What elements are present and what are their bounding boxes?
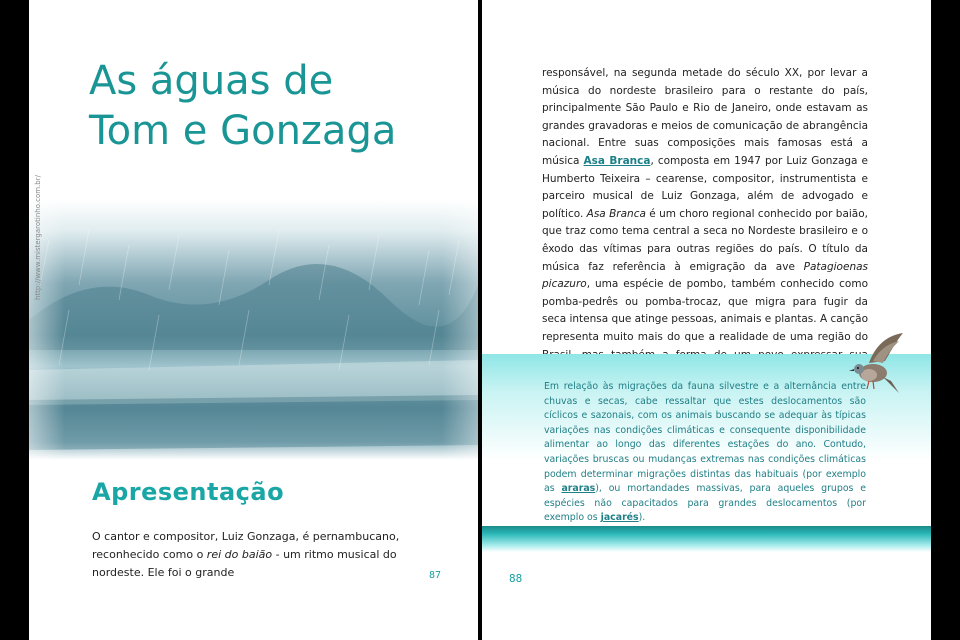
page-number-right: 88 [509,572,523,585]
main-text-2: , composta em 1947 por Luiz Gonzaga e Humberto Teixeira – cearense, compositor, instrumentista e parceiro musical de Luiz Gonzaga, além de advogado e político. [542,154,868,220]
intro-italic: rei do baião [206,548,273,561]
species-italic: Patagioenas picazuro [542,260,868,291]
left-page [29,0,478,640]
main-text-4: , uma espécie de pombo, também conhecido como pomba-pedrês ou pomba-trocaz, que migra para fugir da seca intensa que atinge pessoas, animais e plantas. A canção representa muito mais do que a realidade de uma região do [542,278,868,343]
title-line-2: Tom e Gonzaga [89,108,397,154]
main-text-3: é um choro regional conhecido por baião, que traz como tema central a seca no Nordeste brasileiro e o êxodo das vítimas para outras regiões do país. O título da música faz referência à emigração da ave [542,207,868,273]
intro-text-2: - um ritmo musical do nordeste. Ele foi o grande [92,548,397,579]
jacares-link[interactable]: jacarés [600,512,639,524]
intro-paragraph [92,528,422,582]
photo-credit: http://www.mistergarotinho.com.br/ [34,175,42,300]
main-paragraph [542,65,868,382]
box-text-2: ), ou mortandades massivas, para aqueles grupos e espécies não capacitados para grandes deslocamentos (por exemplo os [544,483,867,524]
decorative-band [482,526,931,552]
intro-text-1: O cantor e compositor, Luiz Gonzaga, é pernambucano, reconhecido como o [92,530,400,561]
right-page [482,0,931,640]
page-title [89,56,469,156]
title-line-1: As águas de [89,58,334,104]
main-text-1: responsável, na segunda metade do século XX, por levar a música do nordeste brasileiro para o restante do país, principalmente São Paulo e Rio de Janeiro, onde estavam as grandes gravadoras e meios de comunicação de abrangência nacional. Entre suas composições mais famosas está a música [542,67,868,167]
page-number-left: 87 [429,570,442,581]
section-heading: Apresentação [92,478,285,506]
asa-branca-link[interactable]: Asa Branca [583,154,651,167]
song-italic: Asa Branca [586,207,646,220]
araras-link[interactable]: araras [561,483,596,495]
rain-lake-photo [29,200,478,460]
box-text-3: ). [638,512,646,524]
info-box-text [544,380,866,526]
pigeon-icon [847,333,907,399]
box-text-1: Em relação às migrações da fauna silvestre e a alternância entre chuvas e secas, cabe ressaltar que estes deslocamentos são cíclicos e sazonais, com os animais buscando se adequar às típicas variações nas condições climáticas e consequente disponibilidade alimentar ao longo das diferentes estações do ano. Contudo, variações bruscas ou mudanças extremas nas condições climáticas podem determinar migrações distintas das habituais (por exemplo as [544,381,866,495]
